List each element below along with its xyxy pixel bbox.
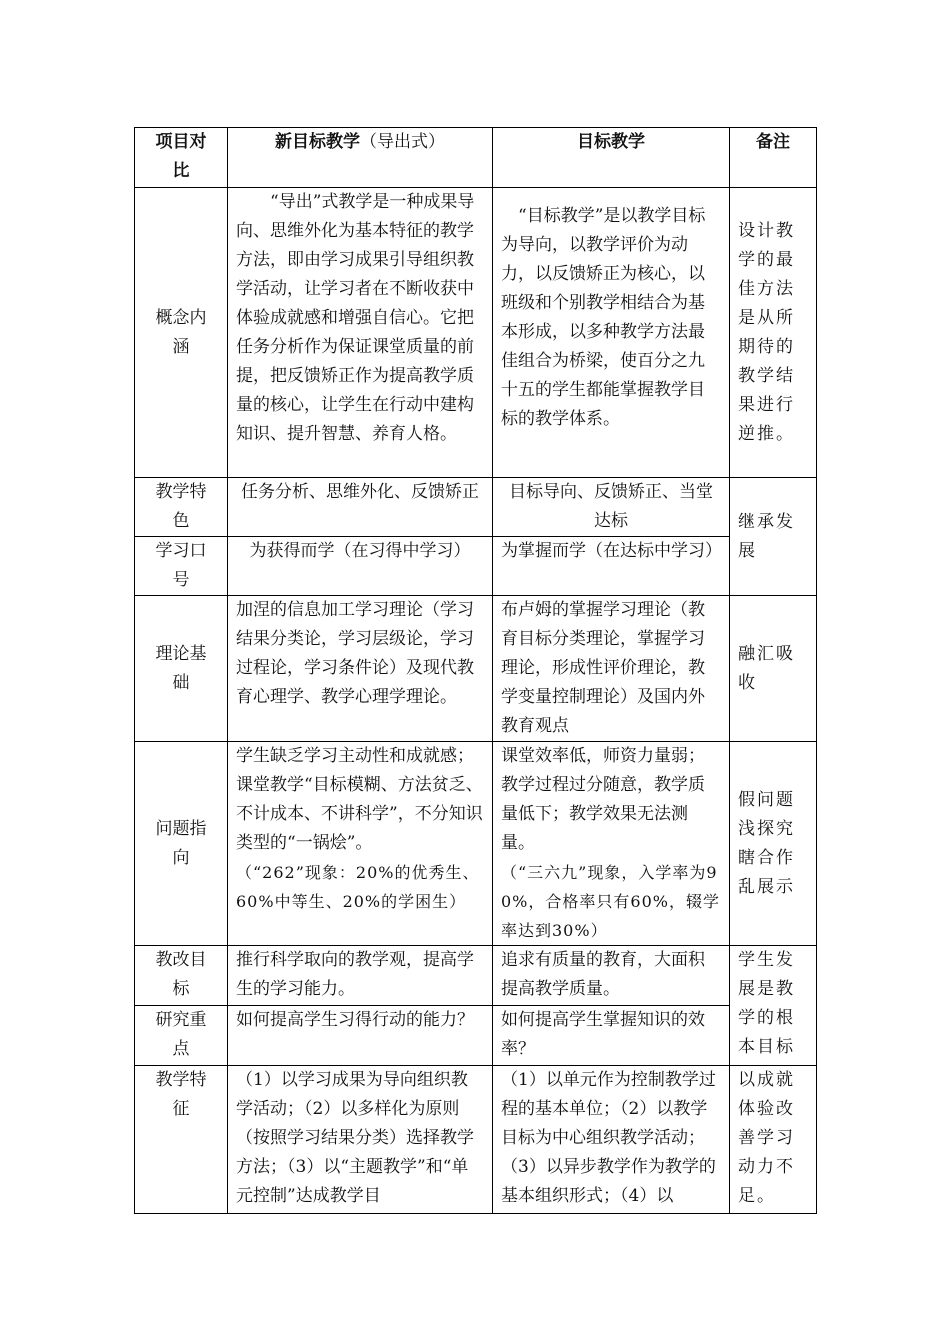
cell-note: 融汇吸收 [730, 596, 817, 742]
cell-old: “目标教学”是以教学目标为导向，以教学评价为动力，以反馈矫正为核心，以班级和个别教学相结合为基本形成，以多种教学方法最佳组合为桥梁，使百分之九十五的学生都能掌握教学目标的教学体系。 [493, 188, 730, 478]
cell-old: 目标导向、反馈矫正、当堂达标 [493, 478, 730, 537]
row-slogan [135, 537, 817, 596]
row-label: 理论基础 [135, 596, 228, 742]
cell-new: 任务分析、思维外化、反馈矫正 [228, 478, 493, 537]
problem-new-extra: （“262”现象：20%的优秀生、60%中等生、20%的学困生） [236, 863, 480, 911]
cell-old: （1）以单元作为控制教学过程的基本单位；（2）以教学目标为中心组织教学活动；（3）以异步教学作为教学的基本组织形式；（4）以 [493, 1066, 730, 1214]
row-label: 学习口号 [135, 537, 228, 596]
header-new [228, 128, 493, 188]
header-row [135, 128, 817, 188]
row-label: 问题指向 [135, 742, 228, 946]
comparison-table [134, 127, 817, 1214]
header-old: 目标教学 [493, 128, 730, 188]
row-concept [135, 188, 817, 478]
cell-new [228, 742, 493, 946]
cell-old: 布卢姆的掌握学习理论（教育目标分类理论，掌握学习理论，形成性评价理论，教学变量控制理论）及国内外教育观点 [493, 596, 730, 742]
cell-note: 学生发展是教学的根本目标 [730, 946, 817, 1066]
cell-old: 如何提高学生掌握知识的效率？ [493, 1006, 730, 1066]
cell-old: 为掌握而学（在达标中学习） [493, 537, 730, 596]
problem-old-text: 课堂效率低，师资力量弱；教学过程过分随意，教学质量低下；教学效果无法测量。 [501, 746, 705, 853]
row-label: 概念内涵 [135, 188, 228, 478]
cell-new: 为获得而学（在习得中学习） [228, 537, 493, 596]
cell-note: 以成就体验改善学习动力不足。 [730, 1066, 817, 1214]
cell-note: 设计教学的最佳方法是从所期待的教学结果进行逆推。 [730, 188, 817, 478]
header-new-bold: 新目标教学 [275, 132, 360, 152]
row-label: 教学特征 [135, 1066, 228, 1214]
row-feature [135, 478, 817, 537]
row-problem [135, 742, 817, 946]
cell-new: （1）以学习成果为导向组织教学活动；（2）以多样化为原则（按照学习结果分类）选择教学方法；（3）以“主题教学”和“单元控制”达成教学目 [228, 1066, 493, 1214]
row-label: 教学特色 [135, 478, 228, 537]
cell-new: 推行科学取向的教学观，提高学生的学习能力。 [228, 946, 493, 1006]
cell-new: “导出”式教学是一种成果导向、思维外化为基本特征的教学方法，即由学习成果引导组织教学活动，让学习者在不断收获中体验成就感和增强自信心。它把任务分析作为保证课堂质量的前提，把反馈矫正作为提高教学质量的核心，让学生在行动中建构知识、提升智慧、养育人格。 [228, 188, 493, 478]
cell-note: 继承发展 [730, 478, 817, 596]
cell-old: 追求有质量的教育，大面积提高教学质量。 [493, 946, 730, 1006]
row-label: 教改目标 [135, 946, 228, 1006]
problem-new-text: 学生缺乏学习主动性和成就感；课堂教学“目标模糊、方法贫乏、不计成本、不讲科学”，不分知识类型的“一锅烩”。 [236, 746, 483, 853]
row-trait [135, 1066, 817, 1214]
row-goal [135, 946, 817, 1006]
cell-note: 假问题浅探究瞎合作乱展示 [730, 742, 817, 946]
cell-new: 如何提高学生习得行动的能力？ [228, 1006, 493, 1066]
cell-old [493, 742, 730, 946]
cell-new: 加涅的信息加工学习理论（学习结果分类论，学习层级论，学习过程论，学习条件论）及现代教育心理学、教学心理学理论。 [228, 596, 493, 742]
row-focus [135, 1006, 817, 1066]
row-theory [135, 596, 817, 742]
header-new-paren: （导出式） [360, 132, 445, 152]
header-note: 备注 [730, 128, 817, 188]
row-label: 研究重点 [135, 1006, 228, 1066]
problem-old-extra: （“三六九”现象，入学率为90%，合格率只有60%，辍学率达到30%） [501, 863, 720, 940]
header-item: 项目对比 [135, 128, 228, 188]
